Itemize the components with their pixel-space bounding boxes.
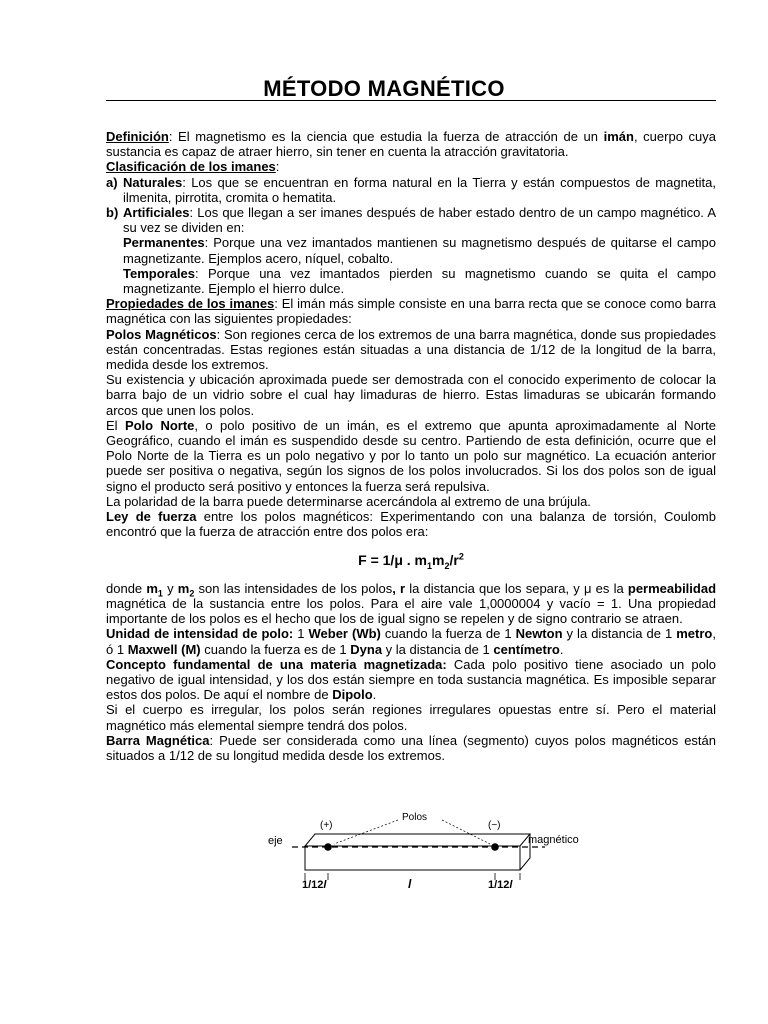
ley-text: entre los polos magnéticos: Experimentando con una balanza de torsión, Coulomb encontró que la fuerza de atracción entre dos polos era:: [106, 509, 716, 540]
formula-sub-1: 1: [427, 561, 433, 572]
formula-m2: m: [432, 552, 445, 569]
definicion-paragraph: [106, 129, 716, 159]
list-marker-b: b): [106, 205, 119, 221]
permanentes-desc: : Porque una vez imantados mantienen su magnetismo después de quitarse el campo magnetizante. Ejemplos acero, níquel, cobalto.: [123, 235, 716, 266]
naturales-desc: : Los que se encuentran en forma natural en la Tierra y están compuestos de magnetita, ilmenita, pirrotita, cromita o hematita.: [123, 174, 716, 205]
propiedades-paragraph: [106, 296, 716, 326]
magnetico-label: magnético: [528, 834, 579, 846]
existencia-paragraph: Su existencia y ubicación aproximada puede ser demostrada con el conocido experimento de colocar la barra bajo de un vidrio sobre el cual hay limaduras de hierro. Estas limaduras se ubicarán formando arcos que unen los polos.: [106, 372, 716, 418]
concepto-label: Concepto fundamental de una materia magnetizada:: [106, 656, 447, 672]
unidad-maxwell: Maxwell (M): [127, 641, 201, 657]
unidad-t4: , ó 1: [106, 626, 716, 657]
title-rule: [106, 100, 716, 101]
donde-permeabilidad: permeabilidad: [627, 580, 717, 596]
polos-label: Polos: [402, 812, 428, 823]
unidad-label: Unidad de intensidad de polo:: [106, 626, 294, 642]
clasificacion-colon: :: [275, 159, 280, 175]
positive-pole-dot: [324, 843, 332, 851]
donde-r: , r: [392, 580, 406, 596]
temporales-paragraph: [106, 266, 716, 296]
page-title: MÉTODO MAGNÉTICO: [263, 76, 505, 101]
naturales-text: [123, 175, 716, 205]
center-dimension-label: l: [408, 877, 412, 891]
polo-norte-label: Polo Norte: [124, 417, 195, 433]
positive-pole-label: (+): [320, 820, 333, 831]
unidad-t1: 1: [293, 626, 309, 642]
barra-paragraph: [106, 733, 716, 763]
negative-pole-dot: [491, 843, 499, 851]
definicion-label: Definición: [106, 129, 169, 144]
formula-sub-2: 2: [444, 561, 450, 572]
donde-t2: son las intensidades de los polos: [194, 580, 393, 596]
donde-paragraph: [106, 581, 716, 627]
negative-pole-label: (−): [488, 820, 501, 831]
concepto-paragraph: [106, 657, 716, 703]
definicion-iman: imán: [603, 129, 634, 144]
unidad-metro: metro: [676, 626, 713, 642]
polos-text: : Son regiones cerca de los extremos de una barra magnética, donde sus propiedades están concentradas. Estas regiones están situadas a una distancia de 1/12 de la longitud de la barra, medida desde los extremos.: [106, 326, 716, 373]
document-body: [106, 129, 716, 763]
magnet-bar: [305, 834, 530, 870]
donde-t3: la distancia que los separa, y: [405, 580, 584, 596]
polo-norte-t1: El: [106, 417, 125, 433]
concepto-text: Cada polo positivo tiene asociado un polo negativo de igual intensidad, y los dos están siempre en toda sustancia magnética. Es imposible separar estos dos polos. De aquí el nombre de: [106, 656, 716, 703]
unidad-t6: y la distancia de 1: [382, 641, 494, 657]
unidad-newton: Newton: [515, 626, 563, 642]
clasificacion-label: Clasificación de los imanes: [106, 159, 276, 175]
left-dimension-label: 1/12l: [302, 879, 327, 891]
ley-paragraph: [106, 509, 716, 539]
eje-label: eje: [268, 835, 283, 847]
definicion-text-2: , cuerpo cuya sustancia es capaz de atraer hierro, sin tener en cuenta la atracción gravitatoria.: [106, 129, 716, 160]
artificiales-text: [123, 205, 716, 235]
polaridad-paragraph: La polaridad de la barra puede determinarse acercándola al extremo de una brújula.: [106, 493, 591, 509]
naturales-label: Naturales: [123, 174, 183, 190]
formula-mid: . m: [402, 552, 428, 569]
donde-y: y: [162, 580, 178, 596]
unidad-dyna: Dyna: [350, 641, 383, 657]
donde-m2: m: [177, 580, 190, 596]
formula-mu: μ: [394, 552, 403, 569]
temporales-label: Temporales: [123, 265, 196, 281]
permanentes-paragraph: [106, 235, 716, 265]
unidad-t7: .: [559, 641, 564, 657]
unidad-t5: cuando la fuerza es de 1: [200, 641, 351, 657]
irregular-paragraph: Si el cuerpo es irregular, los polos serán regiones irregulares opuestas entre sí. Pero el material magnético más elemental siempre tendrá dos polos.: [106, 702, 716, 733]
donde-m1: m: [146, 580, 158, 596]
unidad-paragraph: [106, 626, 716, 656]
right-dimension-label: 1/12l: [488, 879, 513, 891]
ley-label: Ley de fuerza: [106, 509, 197, 525]
formula-lhs: F = 1/: [358, 552, 395, 569]
permanentes-label: Permanentes: [123, 235, 205, 251]
polos-paragraph: [106, 327, 716, 373]
barra-label: Barra Magnética: [106, 732, 210, 748]
list-item-artificiales: [106, 205, 716, 235]
artificiales-label: Artificiales: [123, 205, 190, 221]
propiedades-label: Propiedades de los imanes: [106, 296, 275, 312]
concepto-end: .: [372, 687, 377, 703]
donde-t1: donde: [106, 580, 147, 596]
unidad-t3: y la distancia de 1: [562, 626, 677, 642]
donde-t5: magnética de la sustancia entre los polos. Para el aire vale 1,0000004 y vacío = 1. Una propiedad importante de los polos es el hecho que los de igual signo se repelen y de signo contrario se atraen.: [106, 595, 716, 627]
donde-m2-sub: 2: [189, 588, 195, 599]
formula-r: /r: [449, 552, 459, 569]
donde-t4: es la: [591, 580, 628, 596]
formula-exponent: 2: [458, 551, 464, 562]
donde-m1-sub: 1: [157, 588, 163, 599]
concepto-dipolo: Dipolo: [332, 687, 373, 703]
unidad-centimetro: centímetro: [493, 641, 560, 657]
polo-norte-paragraph: [106, 418, 716, 494]
list-marker-a: a): [106, 174, 118, 190]
pole-pointer-right: [442, 820, 490, 844]
list-item-naturales: [106, 175, 716, 205]
polo-norte-t2: , o polo positivo de un imán, es el extremo que apunta aproximadamente al Norte Geográfico, cuando el imán es suspendido desde su centro. Partiendo de esta definición, ocurre que el Polo Norte de la Tierra es un polo negativo y por lo tanto un polo sur magnético. La ecuación anterior puede ser positiva o negativa, según los signos de los polos involucrados. Si los dos polos son de igual signo el producto será positivo y entonces la fuerza será repulsiva.: [106, 417, 717, 494]
propiedades-text: : El imán más simple consiste en una barra recta que se conoce como barra magnética con las siguientes propiedades:: [106, 296, 716, 327]
donde-mu: μ: [583, 580, 592, 596]
definicion-text-1: : El magnetismo es la ciencia que estudia la fuerza de atracción de un: [168, 129, 604, 144]
barra-text: : Puede ser considerada como una línea (segmento) cuyos polos magnéticos están situados a 1/12 de su longitud medida desde los extremos.: [106, 732, 716, 763]
unidad-t2: cuando la fuerza de 1: [380, 626, 516, 642]
bar-magnet-diagram: [250, 800, 630, 900]
polos-label: Polos Magnéticos: [106, 326, 217, 342]
clasificacion-heading: [106, 159, 716, 174]
temporales-desc: : Porque una vez imantados pierden su magnetismo cuando se quita el campo magnetizante. Ejemplo el hierro dulce.: [123, 265, 716, 297]
artificiales-desc: : Los que llegan a ser imanes después de haber estado dentro de un campo magnético. A su vez se dividen en:: [123, 205, 716, 236]
coulomb-formula: [106, 551, 716, 572]
unidad-weber: Weber (Wb): [308, 626, 381, 642]
pole-pointer-left: [334, 820, 398, 844]
